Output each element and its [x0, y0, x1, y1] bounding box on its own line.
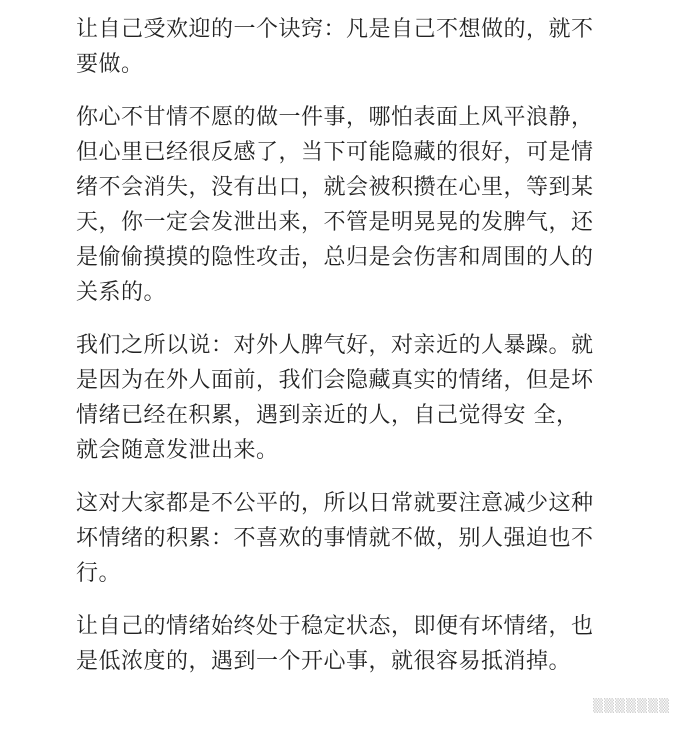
- paragraph-fairness: 这对大家都是不公平的，所以日常就要注意减少这种坏情绪的积累：不喜欢的事情就不做，别人强迫也不行。: [76, 491, 594, 586]
- watermark: ▒▒▒▒▒▒▒: [593, 699, 670, 714]
- paragraph-intro: 让自己受欢迎的一个诀窍：凡是自己不想做的，就不要做。: [76, 17, 594, 77]
- paragraph-suppressed-emotions: 你心不甘情不愿的做一件事，哪怕表面上风平浪静，但心里已经很反感了，当下可能隐藏的很好，可是情绪不会消失，没有出口，就会被积攒在心里，等到某天，你一定会发泄出来，不管是明晃晃的发脾气，还是偷偷摸摸的隐性攻击，总归是会伤害和周围的人的关系的。: [76, 105, 594, 305]
- paragraph-stable-state: 让自己的情绪始终处于稳定状态，即便有坏情绪，也是低浓度的，遇到一个开心事，就很容易抵消掉。: [76, 614, 594, 674]
- paragraph-close-people: 我们之所以说：对外人脾气好，对亲近的人暴躁。就是因为在外人面前，我们会隐藏真实的情绪，但是坏情绪已经在积累，遇到亲近的人，自己觉得安 全，就会随意发泄出来。: [76, 333, 594, 463]
